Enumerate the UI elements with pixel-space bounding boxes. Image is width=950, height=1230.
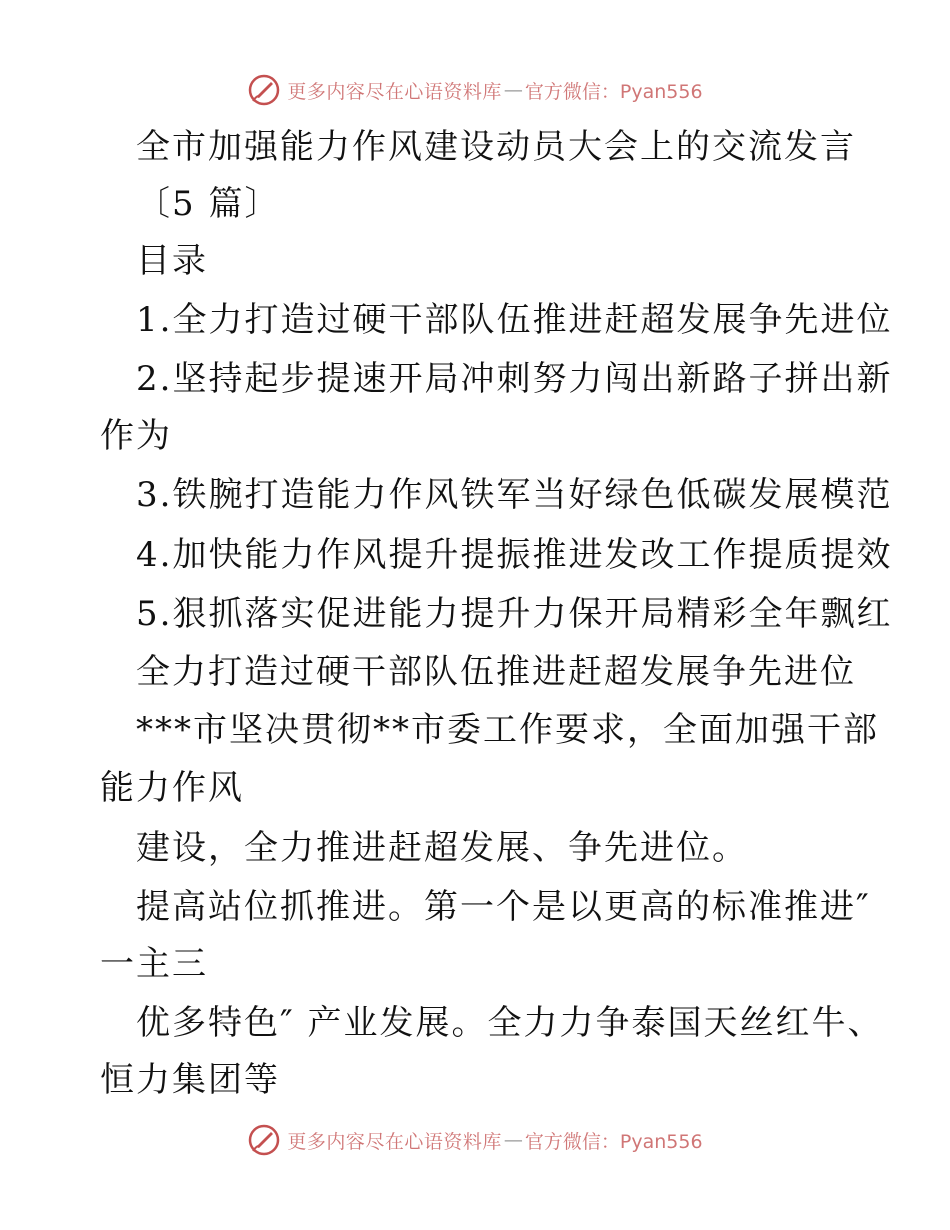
watermark-separator: — — [503, 1129, 523, 1151]
body-paragraph-line: 优多特色″ 产业发展。全力力争泰国天丝红牛、 — [136, 1003, 884, 1043]
body-paragraph-line: 提高站位抓推进。第一个是以更高的标准推进″ — [136, 887, 871, 927]
watermark-banner-top — [0, 70, 950, 110]
toc-heading: 目录 — [136, 241, 208, 281]
watermark-site-text: 更多内容尽在心语资料库 — [287, 80, 502, 103]
toc-item-2-continued: 作为 — [100, 416, 172, 456]
toc-item-1: 1.全力打造过硬干部队伍推进赶超发展争先进位 — [136, 300, 893, 340]
watermark-wechat-text: 官方微信：Pyan556 — [524, 1130, 703, 1153]
quill-circle-icon — [247, 73, 281, 107]
body-paragraph-line: 建设，全力推进赶超发展、争先进位。 — [136, 828, 748, 868]
section-title: 全力打造过硬干部队伍推进赶超发展争先进位 — [136, 652, 856, 692]
watermark-wechat-text: 官方微信：Pyan556 — [524, 80, 703, 103]
body-paragraph-line: 能力作风 — [100, 768, 244, 808]
document-title: 全市加强能力作风建设动员大会上的交流发言 — [136, 127, 856, 167]
toc-item-2: 2.坚持起步提速开局冲刺努力闯出新路子拼出新 — [136, 359, 893, 399]
body-paragraph-line: 恒力集团等 — [100, 1060, 280, 1100]
toc-item-3: 3.铁腕打造能力作风铁军当好绿色低碳发展模范 — [136, 475, 893, 515]
document-title-count: 〔5 篇〕 — [136, 184, 281, 224]
body-paragraph-line: ***市坚决贯彻**市委工作要求，全面加强干部 — [136, 710, 879, 750]
toc-item-5: 5.狠抓落实促进能力提升力保开局精彩全年飘红 — [136, 594, 893, 634]
watermark-separator: — — [503, 79, 523, 101]
watermark-site-text: 更多内容尽在心语资料库 — [287, 1130, 502, 1153]
toc-item-4: 4.加快能力作风提升提振推进发改工作提质提效 — [136, 535, 893, 575]
watermark-banner-bottom — [0, 1120, 950, 1160]
quill-circle-icon — [247, 1123, 281, 1157]
body-paragraph-line: 一主三 — [100, 944, 208, 984]
